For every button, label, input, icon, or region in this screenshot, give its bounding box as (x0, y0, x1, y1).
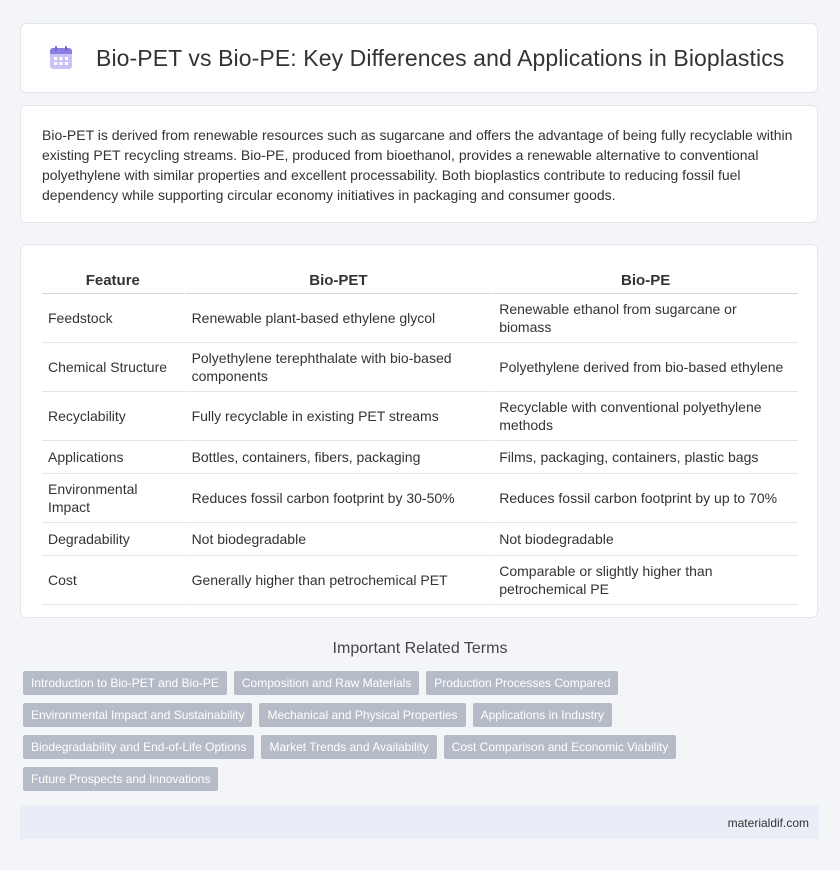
feature-cell: Cost (42, 556, 184, 605)
feature-cell: Applications (42, 441, 184, 474)
footer-site-link[interactable]: materialdif.com (727, 815, 809, 830)
bio-pe-cell: Polyethylene derived from bio-based ethylene (491, 343, 798, 392)
table-row (42, 556, 798, 605)
table-row (42, 392, 798, 441)
bio-pe-cell: Comparable or slightly higher than petrochemical PE (491, 556, 798, 605)
related-term-tag[interactable]: Mechanical and Physical Properties (259, 703, 465, 727)
bio-pe-cell: Not biodegradable (491, 523, 798, 556)
page-title: Bio-PET vs Bio-PE: Key Differences and Applications in Bioplastics (96, 44, 785, 71)
table-row (42, 441, 798, 474)
related-term-tag[interactable]: Market Trends and Availability (261, 735, 436, 759)
comparison-table (42, 263, 798, 605)
table-row (42, 474, 798, 523)
bio-pet-cell: Fully recyclable in existing PET streams (184, 392, 492, 441)
related-term-tag[interactable]: Production Processes Compared (426, 671, 618, 695)
table-row (42, 523, 798, 556)
related-term-tag[interactable]: Biodegradability and End-of-Life Options (23, 735, 254, 759)
bio-pet-cell: Reduces fossil carbon footprint by 30-50% (184, 474, 492, 523)
feature-cell: Environmental Impact (42, 474, 184, 523)
title-card (20, 23, 818, 93)
footer (20, 806, 819, 839)
related-term-tag[interactable]: Applications in Industry (473, 703, 612, 727)
bio-pet-cell: Polyethylene terephthalate with bio-based components (184, 343, 492, 392)
header-feature: Feature (42, 263, 184, 294)
header-bio-pet: Bio-PET (184, 263, 492, 294)
comparison-card (20, 244, 818, 618)
bio-pet-cell: Renewable plant-based ethylene glycol (184, 294, 492, 343)
table-row (42, 294, 798, 343)
bio-pet-cell: Generally higher than petrochemical PET (184, 556, 492, 605)
feature-cell: Recyclability (42, 392, 184, 441)
bio-pet-cell: Bottles, containers, fibers, packaging (184, 441, 492, 474)
table-header-row (42, 263, 798, 294)
feature-cell: Feedstock (42, 294, 184, 343)
feature-cell: Degradability (42, 523, 184, 556)
bio-pe-cell: Reduces fossil carbon footprint by up to 70% (491, 474, 798, 523)
header-bio-pe: Bio-PE (491, 263, 798, 294)
related-term-tag[interactable]: Introduction to Bio-PET and Bio-PE (23, 671, 227, 695)
related-term-tag[interactable]: Cost Comparison and Economic Viability (444, 735, 677, 759)
calendar-icon (48, 45, 74, 71)
table-row (42, 343, 798, 392)
related-terms-list (23, 671, 813, 791)
bio-pet-cell: Not biodegradable (184, 523, 492, 556)
related-terms-title: Important Related Terms (332, 640, 508, 657)
bio-pe-cell: Renewable ethanol from sugarcane or biomass (491, 294, 798, 343)
related-term-tag[interactable]: Environmental Impact and Sustainability (23, 703, 252, 727)
bio-pe-cell: Recyclable with conventional polyethylene methods (491, 392, 798, 441)
intro-text: Bio-PET is derived from renewable resources such as sugarcane and offers the advantage of being fully recyclable within existing PET recycling streams. Bio-PE, produced from bioethanol, provides a renewable alternative to conventional polyethylene with similar properties and excellent processability. Both bioplastics contribute to reducing fossil fuel dependency while supporting circular economy initiatives in packaging and consumer goods. (42, 127, 793, 203)
intro-card (20, 105, 818, 223)
related-term-tag[interactable]: Composition and Raw Materials (234, 671, 419, 695)
related-term-tag[interactable]: Future Prospects and Innovations (23, 767, 218, 791)
feature-cell: Chemical Structure (42, 343, 184, 392)
bio-pe-cell: Films, packaging, containers, plastic bags (491, 441, 798, 474)
